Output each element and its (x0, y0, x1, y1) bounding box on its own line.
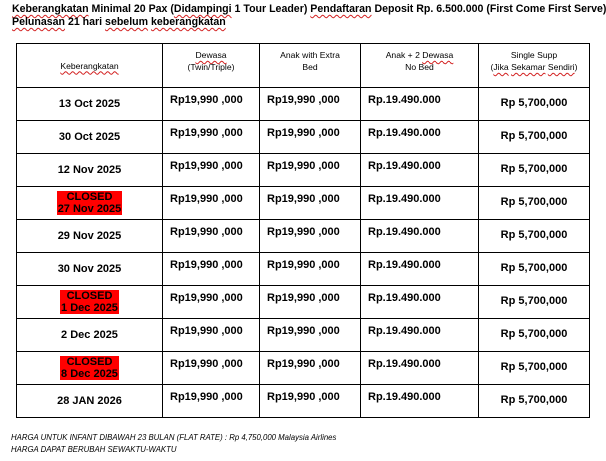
departure-date-cell: 12 Nov 2025 (17, 154, 163, 187)
table-row-closed (17, 286, 590, 319)
footer-notes (11, 432, 336, 456)
child-extra-bed-price-cell: Rp19,990 ,000 (260, 220, 361, 253)
single-supp-price-cell: Rp 5,700,000 (479, 253, 590, 286)
adult-price-cell: Rp19,990 ,000 (163, 220, 260, 253)
single-supp-price-cell: Rp 5,700,000 (479, 286, 590, 319)
adult-price-cell: Rp19,990 ,000 (163, 187, 260, 220)
child-extra-bed-price-cell: Rp19,990 ,000 (260, 385, 361, 418)
child-no-bed-price-cell: Rp.19.490.000 (361, 187, 479, 220)
table-row-closed (17, 187, 590, 220)
adult-price-cell: Rp19,990 ,000 (163, 352, 260, 385)
closed-label: CLOSED 8 Dec 2025 (61, 355, 118, 380)
table-row (17, 253, 590, 286)
departure-date-cell-closed (17, 286, 163, 319)
child-extra-bed-price-cell: Rp19,990 ,000 (260, 286, 361, 319)
single-supp-price-cell: Rp 5,700,000 (479, 319, 590, 352)
child-extra-bed-price-cell: Rp19,990 ,000 (260, 88, 361, 121)
departure-date-cell-closed (17, 352, 163, 385)
single-supp-price-cell: Rp 5,700,000 (479, 352, 590, 385)
table-row (17, 121, 590, 154)
departure-date-cell-closed (17, 187, 163, 220)
adult-price-cell: Rp19,990 ,000 (163, 88, 260, 121)
single-supp-price-cell: Rp 5,700,000 (479, 121, 590, 154)
document-heading (12, 3, 606, 29)
table-header-row (17, 44, 590, 88)
single-supp-price-cell: Rp 5,700,000 (479, 88, 590, 121)
child-extra-bed-price-cell: Rp19,990 ,000 (260, 319, 361, 352)
single-supp-price-cell: Rp 5,700,000 (479, 220, 590, 253)
infant-price-note: HARGA UNTUK INFANT DIBAWAH 23 BULAN (FLAT RATE) : Rp 4,750,000 Malaysia Airlines (11, 433, 337, 442)
adult-price-cell: Rp19,990 ,000 (163, 253, 260, 286)
price-change-note: HARGA DAPAT BERUBAH SEWAKTU-WAKTU (11, 445, 177, 454)
header-child-extra-bed: Anak with Extra Bed (260, 44, 361, 88)
adult-price-cell: Rp19,990 ,000 (163, 286, 260, 319)
departure-date-cell: 30 Nov 2025 (17, 253, 163, 286)
departure-date-cell: 28 JAN 2026 (17, 385, 163, 418)
child-no-bed-price-cell: Rp.19.490.000 (361, 286, 479, 319)
departure-date-cell: 30 Oct 2025 (17, 121, 163, 154)
table-row (17, 220, 590, 253)
child-no-bed-price-cell: Rp.19.490.000 (361, 253, 479, 286)
table-row (17, 385, 590, 418)
child-no-bed-price-cell: Rp.19.490.000 (361, 352, 479, 385)
closed-label: CLOSED 27 Nov 2025 (57, 190, 122, 215)
child-extra-bed-price-cell: Rp19,990 ,000 (260, 253, 361, 286)
table-row (17, 319, 590, 352)
child-extra-bed-price-cell: Rp19,990 ,000 (260, 121, 361, 154)
table-row (17, 88, 590, 121)
adult-price-cell: Rp19,990 ,000 (163, 385, 260, 418)
departure-date-cell: 13 Oct 2025 (17, 88, 163, 121)
child-extra-bed-price-cell: Rp19,990 ,000 (260, 352, 361, 385)
child-no-bed-price-cell: Rp.19.490.000 (361, 88, 479, 121)
child-no-bed-price-cell: Rp.19.490.000 (361, 319, 479, 352)
price-table (16, 43, 590, 418)
departure-date-cell: 29 Nov 2025 (17, 220, 163, 253)
child-no-bed-price-cell: Rp.19.490.000 (361, 385, 479, 418)
single-supp-price-cell: Rp 5,700,000 (479, 385, 590, 418)
heading-line-1: Keberangkatan Minimal 20 Pax (Didampingi 1 Tour Leader) Pendaftaran Deposit Rp. 6.500.000 (First Come First Serve) (12, 3, 606, 15)
adult-price-cell: Rp19,990 ,000 (163, 154, 260, 187)
child-no-bed-price-cell: Rp.19.490.000 (361, 121, 479, 154)
adult-price-cell: Rp19,990 ,000 (163, 319, 260, 352)
closed-label: CLOSED 1 Dec 2025 (61, 289, 118, 314)
header-adult: Dewasa (Twin/Triple) (163, 44, 260, 88)
single-supp-price-cell: Rp 5,700,000 (479, 154, 590, 187)
header-departure: Keberangkatan (17, 44, 163, 88)
child-no-bed-price-cell: Rp.19.490.000 (361, 154, 479, 187)
child-extra-bed-price-cell: Rp19,990 ,000 (260, 154, 361, 187)
heading-line-2: Pelunasan 21 hari sebelum keberangkatan (12, 16, 226, 28)
table-row-closed (17, 352, 590, 385)
departure-date-cell: 2 Dec 2025 (17, 319, 163, 352)
child-extra-bed-price-cell: Rp19,990 ,000 (260, 187, 361, 220)
child-no-bed-price-cell: Rp.19.490.000 (361, 220, 479, 253)
header-child-no-bed: Anak + 2 Dewasa No Bed (361, 44, 479, 88)
single-supp-price-cell: Rp 5,700,000 (479, 187, 590, 220)
adult-price-cell: Rp19,990 ,000 (163, 121, 260, 154)
table-row (17, 154, 590, 187)
header-single-supp: Single Supp (Jika Sekamar Sendiri) (479, 44, 590, 88)
